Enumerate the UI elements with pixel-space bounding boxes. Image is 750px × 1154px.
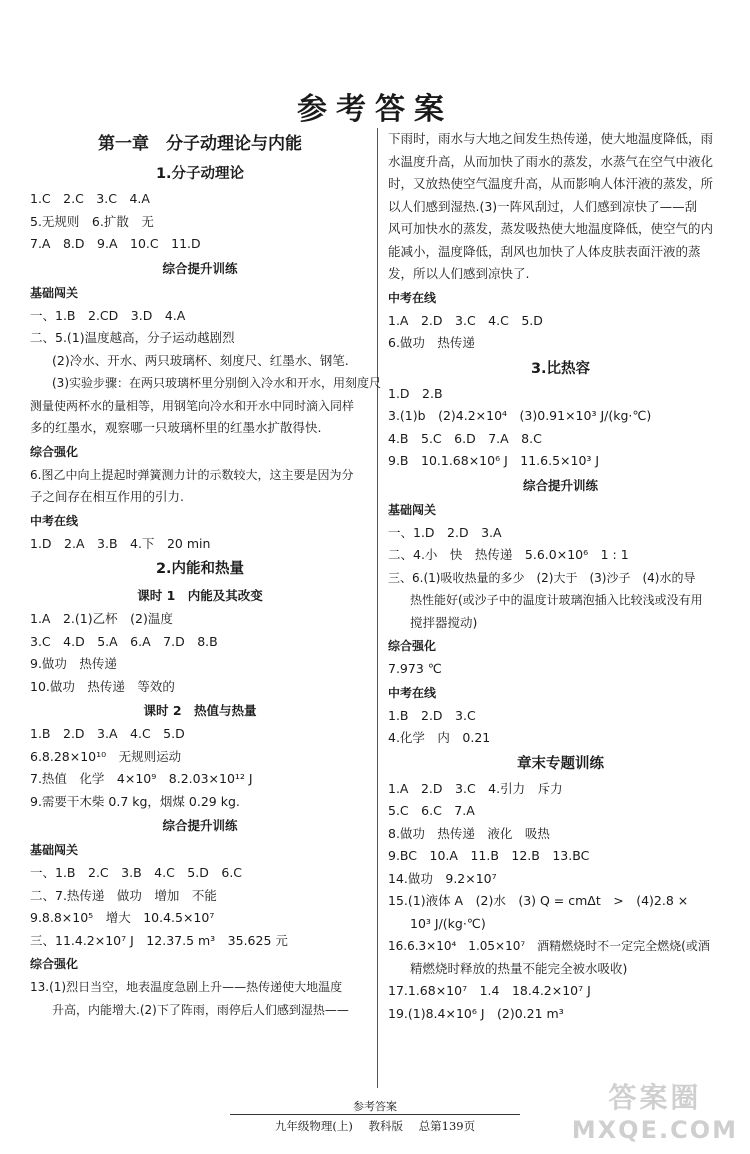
answer-line: 7.A 8.D 9.A 10.C 11.D bbox=[30, 236, 201, 251]
answer-line: 9.做功 热传递 bbox=[30, 656, 117, 671]
answer-line: 5.无规则 6.扩散 无 bbox=[30, 213, 154, 229]
watermark-text-bottom: MXQE.COM bbox=[571, 1116, 738, 1144]
answer-line: 多的红墨水，观察哪一只玻璃杯里的红墨水扩散得快. bbox=[30, 420, 322, 435]
answer-line: 8.做功 热传递 液化 吸热 bbox=[388, 825, 550, 841]
category-heading: 中考在线 bbox=[388, 290, 437, 305]
answer-line: 4.B 5.C 6.D 7.A 8.C bbox=[388, 430, 542, 446]
answer-line: 13.(1)烈日当空，地表温度急剧上升——热传递使大地温度 bbox=[30, 980, 343, 994]
answer-line: 1.A 2.(1)乙杯 (2)温度 bbox=[30, 611, 173, 626]
answer-line: 二、7.热传递 做功 增加 不能 bbox=[30, 887, 217, 903]
answer-line: 风可加快水的蒸发，蒸发吸热使大地温度降低，使空气的内 bbox=[388, 221, 714, 236]
category-heading: 基础闯关 bbox=[30, 843, 79, 857]
answer-line: 19.(1)8.4×10⁶ J (2)0.21 m³ bbox=[388, 1005, 564, 1021]
answer-line: 17.1.68×10⁷ 1.4 18.4.2×10⁷ J bbox=[388, 983, 591, 998]
page-title: 参考答案 bbox=[297, 92, 453, 127]
answer-line: 6.8.28×10¹⁰ 无规则运动 bbox=[30, 748, 182, 764]
answer-line: 以人们感到湿热.(3)一阵风刮过，人们感到凉快了——刮 bbox=[388, 198, 698, 214]
answer-line: 1.B 2.D 3.A 4.C 5.D bbox=[30, 726, 185, 741]
category-heading: 中考在线 bbox=[30, 513, 79, 528]
answer-line: 测量使两杯水的量相等，用钢笔向冷水和开水中同时滴入同样 bbox=[30, 398, 355, 413]
answer-line: 1.A 2.D 3.C 4.引力 斥力 bbox=[388, 780, 563, 796]
answer-line: 搅拌器搅动) bbox=[410, 614, 478, 630]
answer-line: 三、6.(1)吸收热量的多少 (2)大于 (3)沙子 (4)水的导 bbox=[388, 570, 696, 585]
subsection-heading: 综合提升训练 bbox=[162, 818, 238, 833]
answer-line: 1.B 2.D 3.C bbox=[388, 707, 476, 723]
answer-line: 14.做功 9.2×10⁷ bbox=[388, 870, 497, 886]
category-heading: 综合强化 bbox=[388, 639, 437, 653]
answer-line: 15.(1)液体 A (2)水 (3) Q = cmΔt > (4)2.8 × bbox=[388, 893, 689, 908]
column-divider bbox=[377, 128, 378, 1088]
answer-line: 二、5.(1)温度越高，分子运动越剧烈 bbox=[30, 330, 235, 345]
category-heading: 基础闯关 bbox=[30, 285, 79, 300]
section-heading: 2.内能和热量 bbox=[155, 561, 245, 577]
answer-line: 10³ J/(kg·℃) bbox=[410, 915, 486, 931]
answer-line: 时，又放热使空气温度升高，从而影响人体汗液的蒸发，所 bbox=[388, 176, 714, 191]
answer-line: 6.做功 热传递 bbox=[388, 335, 475, 350]
answer-line: 9.BC 10.A 11.B 12.B 13.BC bbox=[388, 848, 590, 863]
answer-line: 3.C 4.D 5.A 6.A 7.D 8.B bbox=[30, 633, 218, 649]
answer-line: 升高，内能增大.(2)下了阵雨，雨停后人们感到湿热—— bbox=[52, 1002, 349, 1017]
footer-book: 九年级物理(上) bbox=[274, 1119, 353, 1133]
subsection-heading: 综合提升训练 bbox=[162, 260, 238, 276]
answer-line: 7.973 ℃ bbox=[388, 661, 442, 676]
right-column bbox=[388, 128, 733, 1025]
answer-line: 1.C 2.C 3.C 4.A bbox=[30, 191, 150, 206]
answer-line: 一、1.D 2.D 3.A bbox=[388, 524, 502, 540]
answer-line: 能减小，温度降低，刮风也加快了人体皮肤表面汗液的蒸 bbox=[388, 243, 701, 259]
category-heading: 中考在线 bbox=[388, 685, 437, 700]
lesson-heading: 课时 2 热值与热量 bbox=[143, 703, 257, 718]
answer-line: 9.B 10.1.68×10⁶ J 11.6.5×10³ J bbox=[388, 453, 600, 468]
footer-edition: 教科版 bbox=[368, 1119, 404, 1133]
answer-line: 16.6.3×10⁴ 1.05×10⁷ 酒精燃烧时不一定完全燃烧(或酒 bbox=[388, 939, 710, 953]
chapter-heading: 第一章 分子动理论与内能 bbox=[98, 134, 302, 154]
answer-line: 6.图乙中向上提起时弹簧测力计的示数较大，这主要是因为分 bbox=[30, 467, 354, 482]
answer-line: (3)实验步骤：在两只玻璃杯里分别倒入冷水和开水，用刻度尺 bbox=[52, 376, 382, 390]
answer-line: 4.化学 内 0.21 bbox=[388, 730, 491, 745]
answer-line: 精燃烧时释放的热量不能完全被水吸收) bbox=[410, 960, 628, 976]
left-column bbox=[30, 128, 382, 1021]
answer-line: 三、11.4.2×10⁷ J 12.37.5 m³ 35.625 元 bbox=[30, 932, 288, 948]
footer-page: 总第139页 bbox=[418, 1119, 476, 1133]
footer-rule bbox=[230, 1114, 520, 1115]
answer-line: 水温度升高，从而加快了雨水的蒸发，水蒸气在空气中液化 bbox=[388, 153, 714, 169]
answer-line: 1.A 2.D 3.C 4.C 5.D bbox=[388, 312, 543, 328]
answer-line: 子之间存在相互作用的引力. bbox=[30, 489, 184, 504]
lesson-heading: 课时 1 内能及其改变 bbox=[137, 588, 263, 603]
answer-line: 发，所以人们感到凉快了. bbox=[388, 266, 530, 281]
answer-line: 热性能好(或沙子中的温度计玻璃泡插入比较浅或没有用 bbox=[410, 593, 703, 607]
answer-line: 1.D 2.A 3.B 4.下 20 min bbox=[30, 535, 211, 551]
category-heading: 综合强化 bbox=[30, 957, 79, 971]
answer-line: 一、1.B 2.C 3.B 4.C 5.D 6.C bbox=[30, 865, 243, 880]
section-heading: 3.比热容 bbox=[530, 360, 591, 377]
subsection-heading: 综合提升训练 bbox=[522, 477, 598, 493]
answer-line: 1.D 2.B bbox=[388, 385, 443, 401]
section-heading: 章末专题训练 bbox=[517, 755, 604, 772]
answer-line: 9.需要干木柴 0.7 kg，烟煤 0.29 kg. bbox=[30, 793, 240, 809]
category-heading: 综合强化 bbox=[30, 444, 79, 459]
watermark-text-top: 答案圈 bbox=[608, 1081, 702, 1114]
answer-line: (2)冷水、开水、两只玻璃杯、刻度尺、红墨水、钢笔. bbox=[52, 352, 349, 368]
category-heading: 基础闯关 bbox=[388, 502, 437, 517]
footer-title: 参考答案 bbox=[353, 1100, 397, 1113]
section-heading: 1.分子动理论 bbox=[155, 166, 245, 182]
answer-line: 二、4.小 快 热传递 5.6.0×10⁶ 1 : 1 bbox=[388, 547, 629, 562]
answer-line: 5.C 6.C 7.A bbox=[388, 803, 475, 818]
answer-line: 下雨时，雨水与大地之间发生热传递，使大地温度降低，雨 bbox=[388, 131, 714, 146]
answer-line: 一、1.B 2.CD 3.D 4.A bbox=[30, 307, 186, 323]
answer-line: 3.(1)b (2)4.2×10⁴ (3)0.91×10³ J/(kg·℃) bbox=[388, 408, 652, 423]
watermark-logo bbox=[572, 1076, 738, 1144]
answer-line: 7.热值 化学 4×10⁹ 8.2.03×10¹² J bbox=[30, 771, 253, 786]
answer-line: 9.8.8×10⁵ 增大 10.4.5×10⁷ bbox=[30, 910, 215, 925]
answer-line: 10.做功 热传递 等效的 bbox=[30, 678, 175, 694]
